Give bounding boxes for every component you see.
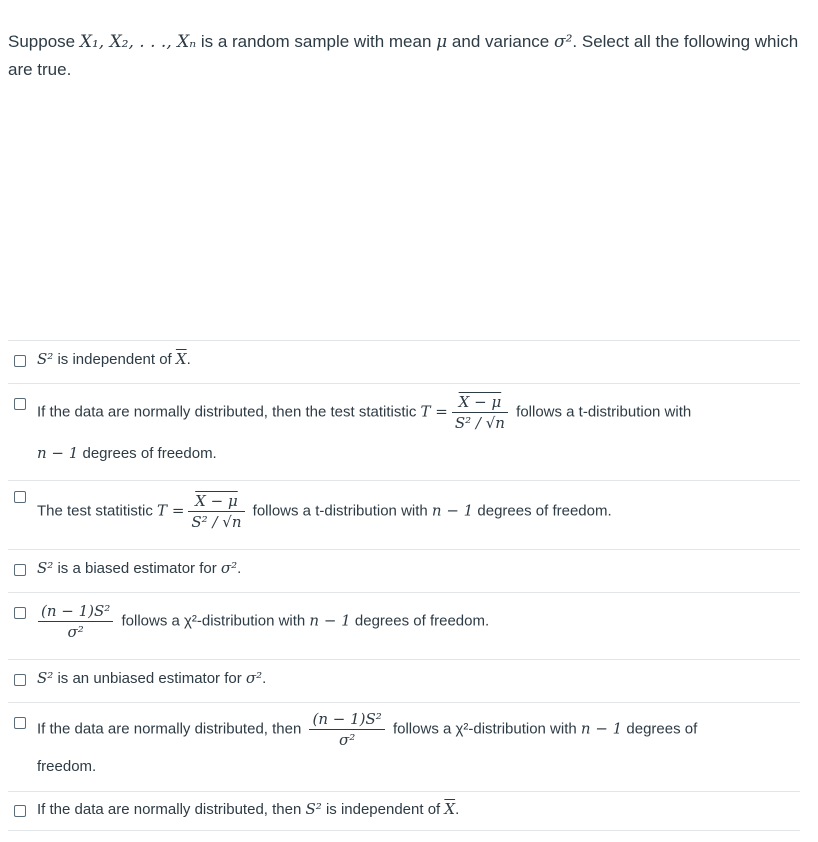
mean-symbol: μ: [436, 32, 448, 52]
option-6[interactable]: [8, 659, 800, 702]
option-1-checkbox[interactable]: [14, 355, 26, 367]
answer-options: [8, 340, 800, 831]
option-1-label: [37, 350, 790, 368]
option-3[interactable]: [8, 480, 800, 549]
chi-fraction-numerator: (n − 1)S²: [309, 709, 384, 730]
option-6-text: is an unbiased estimator for: [53, 670, 246, 687]
option-2-label: [37, 392, 790, 433]
option-8-label: [37, 800, 790, 818]
option-5-post: follows a χ²-distribution with: [117, 612, 310, 630]
option-2[interactable]: [8, 383, 800, 480]
s2-symbol: S²: [37, 669, 54, 687]
option-2-line2-text: degrees of freedom.: [78, 445, 217, 462]
chi-fraction-denominator: σ²: [339, 731, 356, 749]
option-5-label: [34, 601, 790, 642]
question-and-variance: and variance: [447, 32, 554, 51]
option-3-end: degrees of freedom.: [473, 502, 612, 520]
sigma-sq-symbol: σ²: [220, 559, 238, 577]
t-fraction-numerator: X − μ: [188, 491, 244, 512]
question-suffix: . Select all the following which are true.: [8, 32, 799, 79]
option-8-checkbox[interactable]: [14, 805, 26, 817]
chi-fraction-denominator: σ²: [67, 623, 84, 641]
option-4-checkbox[interactable]: [14, 564, 26, 576]
option-1[interactable]: [8, 340, 800, 383]
option-8-pre: If the data are normally distributed, then: [37, 801, 306, 818]
s2-symbol: S²: [305, 800, 322, 818]
question-text: [8, 28, 808, 83]
dof-expression: n − 1: [580, 719, 623, 738]
option-6-checkbox[interactable]: [14, 674, 26, 686]
option-2-post: follows a t-distribution with: [511, 403, 692, 421]
option-8[interactable]: [8, 791, 800, 831]
t-statistic-symbol: T =: [420, 402, 448, 421]
option-2-pre: If the data are normally distributed, then the test statitistic: [37, 403, 421, 421]
option-7-checkbox[interactable]: [14, 717, 26, 729]
option-3-pre: The test statitistic: [37, 502, 158, 520]
dof-expression: n − 1: [431, 501, 474, 520]
question-prefix: Suppose: [8, 32, 80, 51]
t-fraction: [452, 392, 508, 433]
option-2-checkbox[interactable]: [14, 398, 26, 410]
option-5-checkbox[interactable]: [14, 607, 26, 619]
variance-symbol: σ²: [553, 32, 573, 52]
xbar-symbol: $\overline{X}$: [175, 350, 187, 368]
option-7-line2: [37, 758, 96, 775]
option-7-post: follows a χ²-distribution with: [388, 720, 581, 738]
option-6-label: [37, 669, 790, 687]
option-7-end: degrees of: [622, 720, 698, 738]
option-8-end: .: [455, 801, 460, 818]
option-4[interactable]: [8, 549, 800, 592]
t-statistic-symbol: T =: [157, 501, 185, 520]
option-3-checkbox[interactable]: [14, 491, 26, 503]
s2-symbol: S²: [37, 559, 54, 577]
option-5-end: degrees of freedom.: [350, 612, 490, 630]
option-3-post: follows a t-distribution with: [248, 502, 432, 520]
option-3-label: [37, 491, 790, 532]
dof-expression: n − 1: [37, 444, 79, 462]
option-5[interactable]: [8, 592, 800, 659]
option-4-text: is a biased estimator for: [53, 560, 221, 577]
option-4-label: [37, 559, 790, 577]
option-7-pre: If the data are normally distributed, then: [37, 720, 306, 738]
option-7-label: [37, 709, 790, 750]
xbar-symbol: $\overline{X}$: [444, 800, 456, 818]
option-4-end: .: [237, 560, 242, 577]
option-1-end: .: [186, 351, 191, 368]
option-7[interactable]: [8, 702, 800, 791]
option-2-line2: [37, 444, 217, 462]
t-fraction-numerator: X − μ: [452, 392, 508, 413]
t-fraction-denominator: S² / √n: [191, 513, 242, 531]
option-8-text: is independent of: [321, 801, 445, 818]
sigma-sq-symbol: σ²: [245, 669, 263, 687]
dof-expression: n − 1: [309, 611, 351, 630]
option-1-text: is independent of: [53, 351, 176, 368]
option-6-end: .: [262, 670, 267, 687]
option-7-line2-text: freedom.: [37, 758, 97, 775]
chi-fraction-numerator: (n − 1)S²: [38, 601, 113, 622]
chi-fraction: [309, 709, 384, 750]
sample-variables: X₁, X₂, . . ., Xₙ: [79, 32, 197, 52]
t-fraction-denominator: S² / √n: [454, 414, 505, 432]
s2-symbol: S²: [37, 350, 54, 368]
chi-fraction: [38, 601, 113, 642]
t-fraction: [188, 491, 244, 532]
question-mid: is a random sample with mean: [196, 32, 437, 51]
